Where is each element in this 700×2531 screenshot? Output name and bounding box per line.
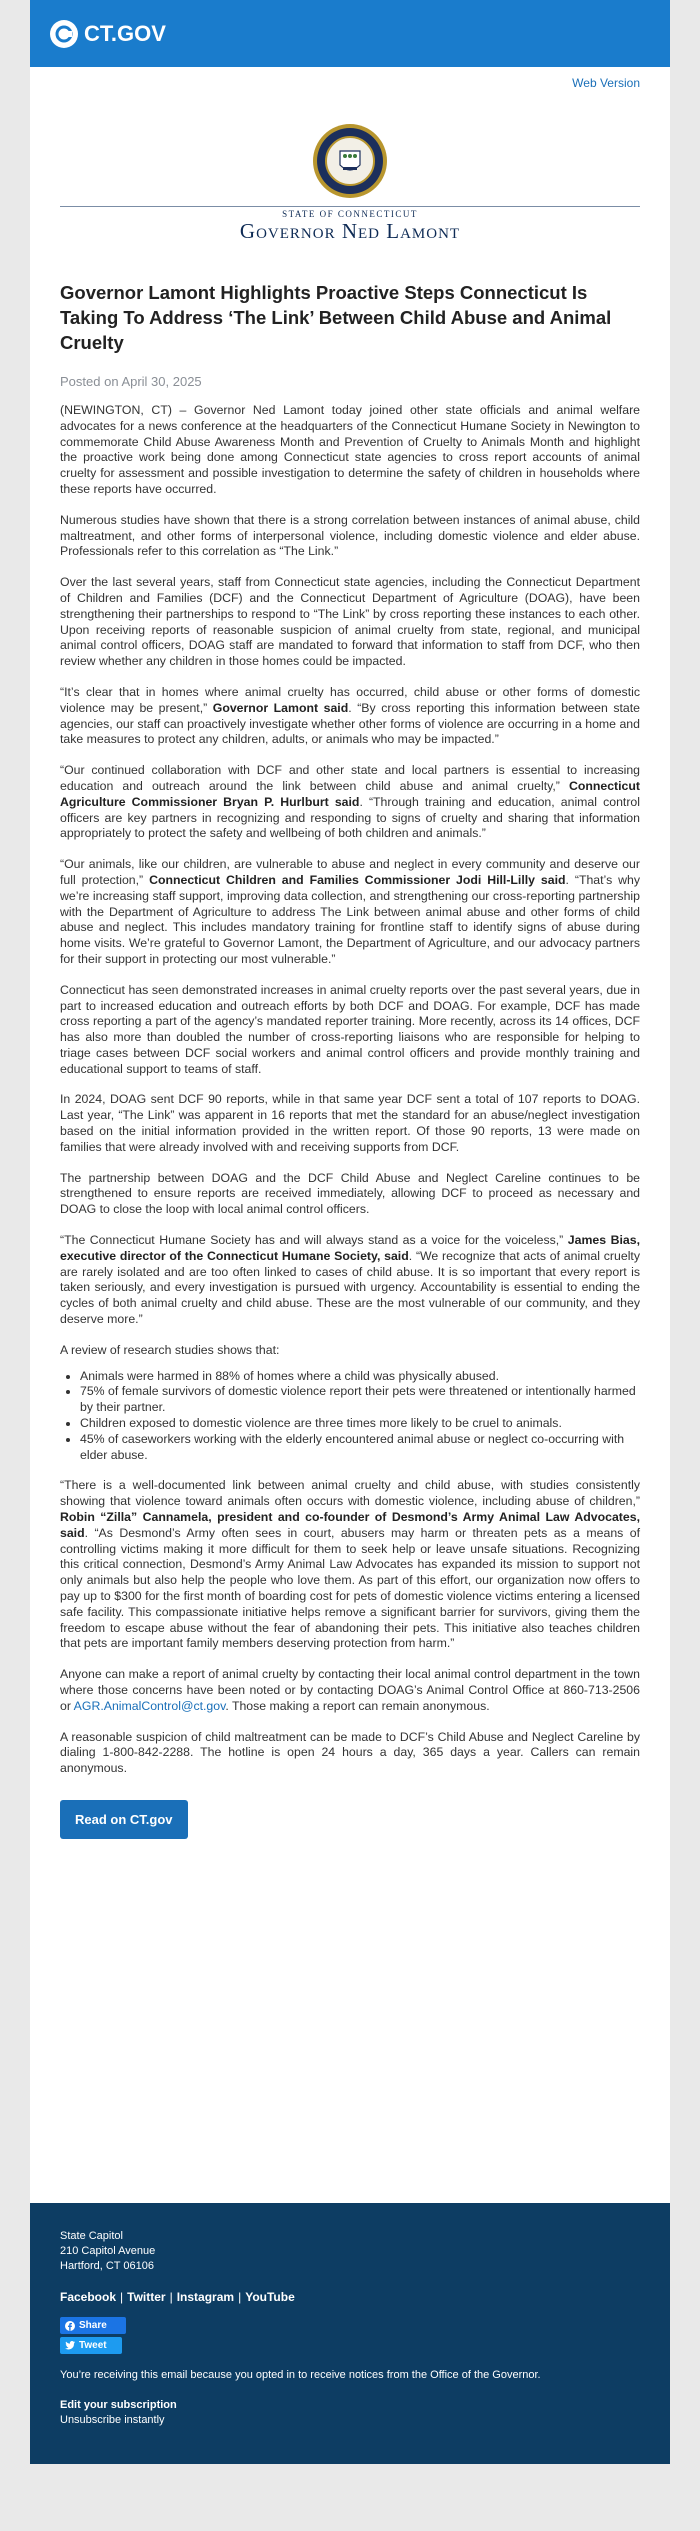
quote-paragraph: “It’s clear that in homes where animal cruelty has occurred, child abuse or other forms of domestic violence may be present,” Governor Lamont said. “By cross reporting this information between state agencies, our staff can proactively investigate whether other forms of violence are occurring in a home and take measures to protect any children, adults, or animals who may be impacted.” [60,684,640,747]
paragraph: A review of research studies shows that: [60,1342,280,1357]
speaker-name: James Bias, executive director of the Connecticut Humane Society, said [60,1233,640,1263]
paragraph: Connecticut has seen demonstrated increases in animal cruelty reports over the past several years, due in part to increased education and outreach efforts by both DCF and DOAG. For example, DCF has made cross reporting a part of the agency’s mandated reporter training. More recently, across its 14 offices, DCF has also more than doubled the number of cross-reporting liaisons who are responsible for helping to triage cases between DCF social workers and animal control officers and provide monthly training and educational support to teams of staff. [60,982,640,1076]
instagram-link[interactable]: Instagram [176,2290,235,2304]
list-item: • Children exposed to domestic violence are three times more likely to be cruel to animals. [80,1416,640,1432]
ct-logo-icon [50,20,78,48]
article-title: Governor Lamont Highlights Proactive Steps Connecticut Is Taking To Address ‘The Link’ Between Child Abuse and Animal Cruelty [60,282,612,353]
governor-name: Governor Ned Lamont [239,219,461,243]
share-buttons [60,2317,640,2354]
list-item: • 45% of caseworkers working with the elderly encountered animal abuse or neglect co-occurring with elder abuse. [80,1432,640,1464]
speaker-name: Connecticut Children and Families Commissioner Jodi Hill-Lilly said [149,872,566,887]
email-container [30,0,670,2464]
address-line: Hartford, CT 06106 [60,2260,154,2272]
posted-date: Posted on April 30, 2025 [60,374,202,389]
logo-text: CT.GOV [84,20,166,46]
address-line: State Capitol [60,2230,123,2242]
list-item: • 75% of female survivors of domestic violence report their pets were threatened or intentionally harmed by their partner. [80,1384,640,1416]
animal-control-email-link[interactable]: AGR.AnimalControl@ct.gov [73,1698,226,1713]
edit-subscription-link[interactable]: Edit your subscription [60,2399,177,2411]
separator: | [120,2290,124,2304]
quote-paragraph: “There is a well-documented link between animal cruelty and child abuse, with studies consistently showing that violence toward animals often occurs with domestic violence, including abuse of children,” Robin “Zilla” Cannamela, president and co-founder of Desmond’s Army Animal Law Advocates, said. “As Desmond’s Army often sees in court, abusers may harm or threaten pets as a means of controlling victims making it more difficult for them to seek help or leave unsafe situations. Recognizing this critical connection, Desmond’s Army Animal Law Advocates has expanded its mission to support not only animals but also help the people who love them. As part of this effort, our organization now offers to pay up to $300 for the first month of boarding cost for pets of domestic violence victims entering a licensed safe facility. This compassionate initiative helps remove a significant barrier for survivors, giving them the freedom to escape abuse without the fear of abandoning their pets. This initiative also teaches children that pets are important family members deserving protection from harm.” [60,1478,640,1651]
list-item: • Animals were harmed in 88% of homes where a child was physically abused. [80,1369,640,1385]
paragraph: A reasonable suspicion of child maltreatment can be made to DCF’s Child Abuse and Neglect Careline by dialing 1-800-842-2288. The hotline is open 24 hours a day, 365 days a year. Callers can remain anonymous. [60,1729,640,1776]
footer [30,2203,670,2464]
quote-paragraph: “The Connecticut Humane Society has and will always stand as a voice for the voiceless,” James Bias, executive director of the Connecticut Humane Society, said. “We recognize that acts of animal cruelty are rarely isolated and are too often linked to cases of child abuse. It is so important that every report is taken seriously, and every investigation is pursued with urgency. Accountability is essential to ending the cycles of both animal cruelty and child abuse. These are the most vulnerable of our community, and they deserve more.” [60,1233,640,1327]
state-seal [60,123,640,199]
paragraph: Anyone can make a report of animal cruelty by contacting their local animal control department in the town where those concerns have been noted or by contacting DOAG’s Animal Control Office at 860-713-2506 or AGR.AnimalControl@ct.gov. Those making a report can remain anonymous. [60,1667,640,1713]
paragraph: In 2024, DOAG sent DCF 90 reports, while in that same year DCF sent a total of 107 reports to DOAG. Last year, “The Link” was apparent in 16 reports that met the standard for an abuse/neglect investigation based on the initial information provided in the written report. Of those 90 reports, 13 were made on families that were already involved with and receiving supports from DCF. [60,1092,640,1154]
ct-seal-icon [312,123,388,199]
quote-paragraph: “Our continued collaboration with DCF and other state and local partners is essential to increasing education and outreach around the link between child abuse and animal cruelty,” Connecticut Agriculture Commissioner Bryan P. Hurlburt said. “Through training and education, animal control officers are key partners in recognizing and responding to signs of cruelty and sharing that information appropriately to protect the safety and wellbeing of both children and animals.” [60,763,640,841]
read-on-ctgov-button[interactable]: Read on CT.gov [60,1800,188,1839]
social-links [60,2290,640,2305]
ct-gov-logo[interactable] [50,20,166,48]
speaker-name: Governor Lamont said [212,700,349,715]
twitter-link[interactable]: Twitter [127,2290,166,2304]
paragraph: Numerous studies have shown that there is a strong correlation between instances of animal abuse, child maltreatment, and other forms of interpersonal violence, including domestic violence and elder abuse. Professionals refer to this correlation as “The Link.” [60,512,640,559]
governor-masthead [60,206,640,242]
speaker-name: Robin “Zilla” Cannamela, president and co-founder of Desmond’s Army Animal Law Advocates, said [60,1510,640,1540]
web-version-bar [60,67,640,92]
youtube-link[interactable]: YouTube [245,2290,295,2304]
header-bar [30,0,670,67]
facebook-icon [65,2321,75,2331]
paragraph: Over the last several years, staff from Connecticut state agencies, including the Connecticut Department of Children and Families (DCF) and the Connecticut Department of Agriculture (DOAG), have been strengthening their partnerships to respond to “The Link” by cross reporting these instances to each other. Upon receiving reports of reasonable suspicion of animal cruelty from state, regional, and municipal animal control officers, DOAG staff are mandated to forward that information to staff from DCF, who then review whether any children in those homes could be impacted. [60,575,640,669]
twitter-bird-icon [65,2341,75,2350]
facebook-link[interactable]: Facebook [60,2290,117,2304]
quote-paragraph: “Our animals, like our children, are vulnerable to abuse and neglect in every community and deserve our full protection,” Connecticut Children and Families Commissioner Jodi Hill-Lilly said. “That’s why we’re increasing staff support, improving data collection, and strengthening our cross-reporting partnership with the Department of Agriculture to address The Link between animal abuse and other forms of child abuse and neglect. This includes mandatory training for frontline staff to identify signs of abuse during home visits. We’re grateful to Governor Lamont, the Department of Agriculture, and our advocacy partners for their support in protecting our most vulnerable.” [60,857,640,966]
facebook-share-button[interactable]: Share [60,2317,126,2334]
web-version-link[interactable]: Web Version [572,76,640,90]
state-line: STATE OF CONNECTICUT [282,209,418,219]
masthead-divider [60,206,640,207]
paragraph: (NEWINGTON, CT) – Governor Ned Lamont today joined other state officials and animal welfare advocates for a news conference at the headquarters of the Connecticut Humane Society in Newington to commemorate Child Abuse Awareness Month and Prevention of Cruelty to Animals Month and highlight the proactive work being done among Connecticut state agencies to cross report accounts of animal cruelty for assessment and possible investigation to determine the safety of children in households where these reports have occurred. [60,403,640,496]
email-body [30,67,670,2203]
article-body [60,403,640,1777]
unsubscribe-link[interactable]: Unsubscribe instantly [60,2414,165,2426]
speaker-name: Connecticut Agriculture Commissioner Bryan P. Hurlburt said [60,778,640,809]
subscription-notice: You’re receiving this email because you opted in to receive notices from the Office of the Governor. [60,2369,541,2381]
address-line: 210 Capitol Avenue [60,2245,156,2257]
separator: | [169,2290,173,2304]
separator: | [238,2290,242,2304]
paragraph: The partnership between DOAG and the DCF Child Abuse and Neglect Careline continues to be strengthened to ensure reports are received immediately, allowing DCF to proceed as necessary and DOAG to close the loop with local animal control officers. [60,1170,640,1217]
tweet-button[interactable]: Tweet [60,2337,122,2354]
research-list [80,1369,640,1464]
